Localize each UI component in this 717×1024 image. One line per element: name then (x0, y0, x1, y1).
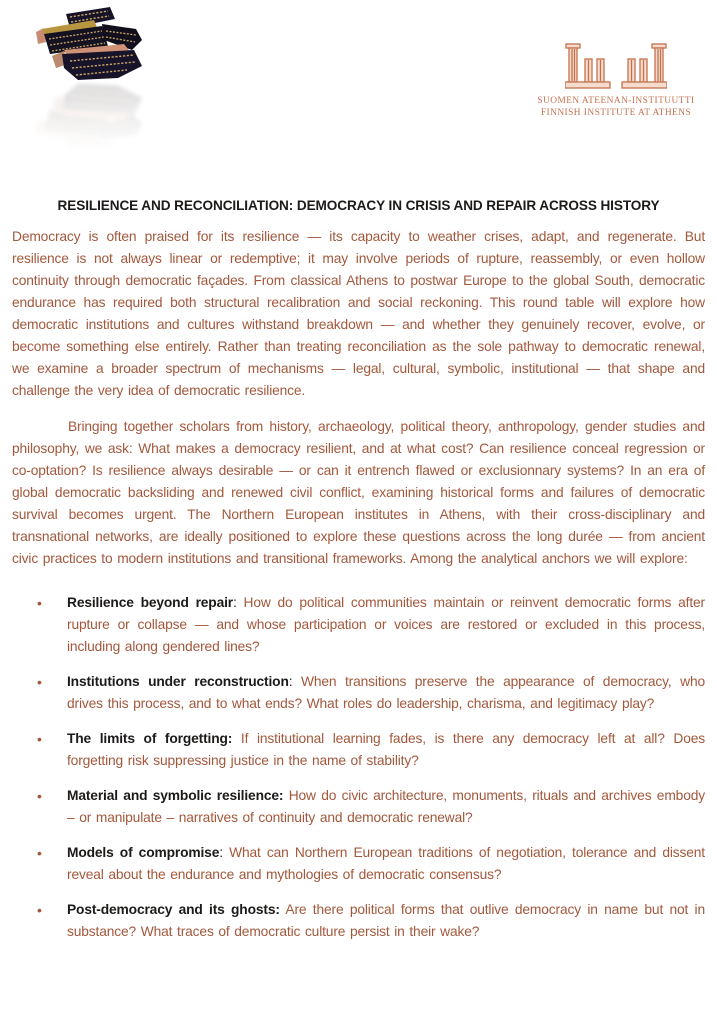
bullet-item-models-of-compromise: • Models of compromise: What can Northern European traditions of negotiation, tolerance and dissent reveal about the endurance and mythologies of democratic consensus? (12, 842, 705, 886)
bullet-lead: Models of compromise (67, 845, 220, 860)
bullet-text: When transitions preserve the appearance of democracy, who drives this process, and to what ends? What roles do leadership, charisma, and legitimacy play? (67, 674, 705, 711)
bullet-text: Are there political forms that outlive democracy in name but not in substance? What traces of democratic culture persist in their wake? (67, 902, 705, 939)
ostraca-photo (22, 4, 174, 150)
bullet-item-limits-of-forgetting (12, 728, 705, 772)
bullet-text: How do political communities maintain or reinvent democratic forms after rupture or collapse — and whose participation or voices are restored or excluded in this process, including along gendered lines? (67, 595, 705, 654)
logo-text-english: FINNISH INSTITUTE AT ATHENS (540, 107, 692, 118)
document-title: RESILIENCE AND RECONCILIATION: DEMOCRACY IN CRISIS AND REPAIR ACROSS HISTORY (57, 198, 660, 213)
bullet-lead: Material and symbolic resilience: (67, 788, 284, 803)
document-body (0, 226, 717, 943)
bullet-marker-icon: • (37, 788, 42, 804)
greek-columns-icon (565, 40, 667, 92)
bullet-text: What can Northern European traditions of negotiation, tolerance and dissent reveal about the endurance and mythologies of democratic consensus? (67, 845, 705, 882)
bullet-item-resilience-beyond-repair: • Resilience beyond repair: How do political communities maintain or reinvent democratic forms after rupture or collapse — and whose participation or voices are restored or excluded in this process, including along gendered lines? (12, 592, 705, 658)
document-header (0, 0, 717, 152)
bullet-text: If institutional learning fades, is there any democracy left at all? Does forgetting risk suppressing justice in the name of stability? (67, 731, 706, 768)
bullet-item-institutions-under-reconstruction: • Institutions under reconstruction: When transitions preserve the appearance of democracy, who drives this process, and to what ends? What roles do leadership, charisma, and legitimacy play? (12, 671, 705, 715)
bullet-text: How do civic architecture, monuments, rituals and archives embody – or manipulate – narratives of continuity and democratic renewal? (67, 788, 705, 825)
institute-logo (523, 40, 709, 119)
bullet-marker-icon: • (37, 902, 42, 918)
bullet-lead: Resilience beyond repair (67, 595, 234, 610)
bullet-item-material-symbolic-resilience (12, 785, 705, 829)
logo-text-finnish: SUOMEN ATEENAN-INSTITUUTTI (537, 96, 695, 106)
bullet-item-post-democracy-ghosts (12, 899, 705, 943)
intro-paragraph: Democracy is often praised for its resilience — its capacity to weather crises, adapt, and regenerate. But resilience is not always linear or redemptive; it may involve periods of rupture, reassembly, or even hollow continuity through democratic façades. From classical Athens to postwar Europe to the global South, democratic endurance has required both structural recalibration and social reckoning. This round table will explore how democratic institutions and cultures withstand breakdown — and whether they genuinely recover, evolve, or become something else entirely. Rather than treating reconciliation as the sole pathway to democratic renewal, we examine a broader spectrum of mechanisms — legal, cultural, symbolic, institutional — that shape and challenge the very idea of democratic resilience. (12, 229, 705, 398)
second-paragraph: Bringing together scholars from history, archaeology, political theory, anthropology, gender studies and philosophy, we ask: What makes a democracy resilient, and at what cost? Can resilience conceal regression or co-optation? Is resilience always desirable — or can it entrench flawed or exclusionnary systems? In an era of global democratic backsliding and renewed civil conflict, examining historical forms and failures of democratic survival becomes urgent. The Northern European institutes in Athens, with their cross-disciplinary and transnational networks, are ideally positioned to explore these questions across the long durée — from ancient civic practices to modern institutions and transitional frameworks. Among the analytical anchors we will explore: (12, 419, 705, 566)
bullet-marker-icon: • (37, 731, 42, 747)
bullet-marker-icon: • (37, 845, 42, 861)
ostraca-sherds-icon (22, 4, 174, 150)
bullet-marker-icon: • (37, 674, 42, 690)
bullet-marker-icon: • (37, 595, 42, 611)
bullet-list (12, 592, 705, 943)
bullet-lead: Post-democracy and its ghosts: (67, 902, 280, 917)
bullet-lead: Institutions under reconstruction (67, 674, 289, 689)
bullet-lead: The limits of forgetting: (67, 731, 233, 746)
